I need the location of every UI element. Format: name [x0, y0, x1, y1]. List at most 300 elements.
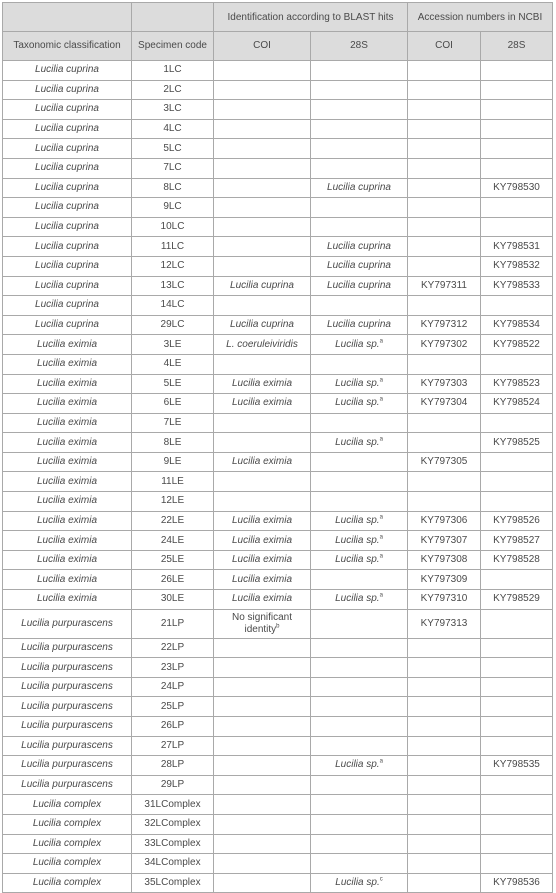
identification-coi-cell [214, 158, 311, 178]
specimen-code-cell-text: 29LC [160, 319, 185, 331]
taxonomic-classification-cell-text: Lucilia purpurascens [21, 661, 113, 673]
taxonomic-classification-cell [3, 61, 132, 81]
accession-coi-cell [408, 315, 481, 335]
taxonomic-classification-cell [3, 531, 132, 551]
accession-coi-cell [408, 178, 481, 198]
accession-coi-cell [408, 873, 481, 893]
taxonomic-classification-cell [3, 158, 132, 178]
specimen-code-cell [132, 100, 214, 120]
table-row [3, 158, 553, 178]
identification-28s-cell-text: Lucilia sp. [335, 759, 380, 771]
identification-coi-cell [214, 276, 311, 296]
taxonomic-classification-cell [3, 775, 132, 795]
specimen-code-cell [132, 198, 214, 218]
identification-28s-cell [311, 658, 408, 678]
identification-28s-cell-text: Lucilia sp. [335, 877, 380, 889]
identification-28s-cell [311, 511, 408, 531]
specimen-code-cell [132, 237, 214, 257]
specimen-code-cell [132, 834, 214, 854]
identification-coi-cell [214, 873, 311, 893]
taxonomic-classification-cell-text: Lucilia cuprina [35, 299, 99, 311]
accession-28s-cell [481, 814, 553, 834]
accession-coi-cell [408, 276, 481, 296]
specimen-code-cell [132, 531, 214, 551]
identification-28s-cell [311, 873, 408, 893]
footnote-marker: c [379, 876, 383, 883]
accession-coi-cell-text: KY797307 [420, 534, 468, 546]
accession-coi-cell [408, 100, 481, 120]
accession-28s-cell [481, 119, 553, 139]
specimen-code-cell [132, 139, 214, 159]
taxonomic-classification-cell-text: Lucilia eximia [36, 514, 98, 526]
taxonomic-classification-cell [3, 119, 132, 139]
taxonomic-classification-cell [3, 834, 132, 854]
table-row [3, 795, 553, 815]
accession-coi-cell [408, 717, 481, 737]
taxonomic-classification-cell-text: Lucilia eximia [36, 397, 98, 409]
accession-28s-cell [481, 658, 553, 678]
accession-coi-cell [408, 658, 481, 678]
identification-28s-cell [311, 697, 408, 717]
taxonomic-classification-cell-text: Lucilia eximia [36, 554, 98, 566]
identification-coi-cell-text: Lucilia eximia [231, 456, 293, 468]
specimen-code-cell-text: 11LC [160, 240, 185, 252]
identification-28s-cell [311, 315, 408, 335]
accession-28s-cell [481, 276, 553, 296]
taxonomic-classification-cell [3, 717, 132, 737]
specimen-code-cell [132, 158, 214, 178]
identification-coi-cell [214, 638, 311, 658]
accession-28s-cell [481, 638, 553, 658]
taxonomic-classification-cell [3, 590, 132, 610]
identification-28s-cell-text: Lucilia cuprina [327, 279, 391, 291]
accession-28s-cell [481, 217, 553, 237]
specimen-code-cell-text: 7LC [163, 162, 182, 174]
identification-28s-cell [311, 775, 408, 795]
accession-28s-cell [481, 139, 553, 159]
taxonomic-classification-cell [3, 736, 132, 756]
table-row [3, 276, 553, 296]
specimen-code-cell [132, 511, 214, 531]
identification-coi-cell [214, 413, 311, 433]
accession-coi-cell [408, 736, 481, 756]
accession-28s-cell [481, 609, 553, 638]
taxonomic-classification-cell [3, 198, 132, 218]
accession-coi-cell [408, 531, 481, 551]
accession-28s-cell [481, 315, 553, 335]
accession-coi-cell [408, 374, 481, 394]
identification-28s-cell [311, 276, 408, 296]
identification-coi-cell [214, 814, 311, 834]
taxonomic-classification-cell [3, 335, 132, 355]
footnote-marker: a [379, 338, 383, 345]
identification-28s-cell-text: Lucilia cuprina [327, 181, 391, 193]
taxonomic-classification-cell-text: Lucilia eximia [36, 534, 98, 546]
table-row [3, 531, 553, 551]
table-row [3, 335, 553, 355]
table-row [3, 756, 553, 776]
footnote-marker: a [379, 436, 383, 443]
taxonomic-classification-cell-text: Lucilia eximia [36, 573, 98, 585]
identification-28s-cell [311, 374, 408, 394]
specimen-code-cell [132, 256, 214, 276]
specimen-code-cell [132, 61, 214, 81]
header-accession-coi: COI [408, 32, 481, 61]
taxonomic-classification-cell [3, 237, 132, 257]
identification-coi-cell [214, 217, 311, 237]
specimen-code-cell-text: 34LComplex [144, 857, 201, 869]
identification-coi-cell [214, 256, 311, 276]
specimen-code-cell [132, 492, 214, 512]
footnote-marker: a [379, 593, 383, 599]
identification-coi-cell [214, 697, 311, 717]
identification-coi-cell [214, 511, 311, 531]
identification-coi-cell [214, 550, 311, 570]
taxonomic-classification-cell-text: Lucilia cuprina [35, 64, 99, 76]
accession-28s-cell [481, 61, 553, 81]
taxonomic-classification-cell [3, 178, 132, 198]
header-accession-group: Accession numbers in NCBI [408, 3, 553, 32]
accession-28s-cell [481, 590, 553, 610]
identification-coi-cell [214, 100, 311, 120]
identification-coi-cell [214, 452, 311, 472]
specimen-code-cell-text: 14LC [160, 299, 185, 311]
table-row [3, 873, 553, 893]
specimen-code-cell-text: 3LC [163, 103, 182, 115]
table-row [3, 61, 553, 81]
accession-coi-cell [408, 119, 481, 139]
accession-28s-cell [481, 511, 553, 531]
accession-28s-cell [481, 854, 553, 874]
accession-coi-cell [408, 795, 481, 815]
identification-coi-cell [214, 717, 311, 737]
accession-28s-cell-text: KY798532 [493, 260, 540, 272]
accession-28s-cell-text: KY798529 [493, 593, 540, 605]
accession-28s-cell [481, 80, 553, 100]
accession-28s-cell-text: KY798527 [493, 534, 540, 546]
taxonomic-classification-cell [3, 550, 132, 570]
identification-28s-cell [311, 178, 408, 198]
identification-coi-cell [214, 394, 311, 414]
taxonomic-classification-cell [3, 315, 132, 335]
specimen-code-cell [132, 795, 214, 815]
identification-coi-cell-text: Lucilia eximia [231, 534, 293, 546]
accession-28s-cell [481, 256, 553, 276]
accession-coi-cell [408, 638, 481, 658]
identification-28s-cell [311, 198, 408, 218]
taxonomic-classification-cell-text: Lucilia purpurascens [21, 739, 113, 751]
identification-coi-cell [214, 433, 311, 453]
taxonomic-classification-cell [3, 873, 132, 893]
header-specimen-code: Specimen code [132, 32, 214, 61]
taxonomic-classification-cell-text: Lucilia eximia [36, 475, 98, 487]
accession-28s-cell [481, 492, 553, 512]
table-row [3, 590, 553, 610]
identification-28s-cell-text: Lucilia cuprina [327, 260, 391, 272]
accession-28s-cell [481, 433, 553, 453]
identification-coi-cell-text: Lucilia eximia [231, 554, 293, 566]
table-row [3, 198, 553, 218]
identification-28s-cell [311, 590, 408, 610]
accession-28s-cell-text: KY798525 [493, 436, 540, 448]
specimen-code-cell-text: 5LE [163, 377, 182, 389]
accession-coi-cell [408, 814, 481, 834]
accession-coi-cell [408, 80, 481, 100]
accession-coi-cell [408, 570, 481, 590]
accession-coi-cell-text: KY797310 [420, 593, 468, 605]
taxonomic-classification-cell-text: Lucilia cuprina [35, 240, 99, 252]
identification-coi-cell [214, 854, 311, 874]
identification-28s-cell-text: Lucilia sp. [335, 534, 380, 546]
header-row-columns [3, 32, 553, 61]
specimen-code-cell [132, 452, 214, 472]
specimen-code-cell-text: 32LComplex [144, 818, 201, 830]
identification-28s-cell [311, 100, 408, 120]
specimen-code-cell [132, 276, 214, 296]
identification-coi-cell [214, 198, 311, 218]
taxonomic-classification-cell [3, 374, 132, 394]
specimen-code-cell [132, 590, 214, 610]
identification-28s-cell [311, 354, 408, 374]
accession-28s-cell-text: KY798530 [493, 181, 540, 193]
accession-28s-cell [481, 237, 553, 257]
taxonomic-classification-cell [3, 354, 132, 374]
table-row [3, 139, 553, 159]
accession-coi-cell [408, 472, 481, 492]
identification-coi-cell [214, 354, 311, 374]
accession-28s-cell [481, 335, 553, 355]
specimen-code-cell [132, 697, 214, 717]
specimen-code-cell [132, 217, 214, 237]
identification-28s-cell [311, 814, 408, 834]
specimen-code-cell [132, 550, 214, 570]
table-row [3, 775, 553, 795]
identification-28s-cell-text: Lucilia sp. [335, 593, 380, 605]
taxonomic-classification-cell [3, 433, 132, 453]
accession-28s-cell [481, 550, 553, 570]
specimen-code-cell-text: 7LE [163, 416, 182, 428]
taxonomic-classification-cell [3, 638, 132, 658]
header-accession-28s: 28S [481, 32, 553, 61]
accession-coi-cell [408, 158, 481, 178]
specimen-code-cell-text: 22LP [160, 641, 185, 653]
identification-coi-cell [214, 61, 311, 81]
specimen-code-cell-text: 31LComplex [144, 798, 201, 810]
accession-28s-cell [481, 296, 553, 316]
specimen-code-cell [132, 80, 214, 100]
specimen-code-cell-text: 1LC [163, 64, 182, 76]
identification-28s-cell [311, 550, 408, 570]
identification-coi-cell [214, 609, 311, 638]
identification-coi-cell-text: L. coeruleiviridis [226, 338, 298, 350]
table-row [3, 814, 553, 834]
accession-28s-cell-text: KY798524 [493, 397, 540, 409]
table-row [3, 217, 553, 237]
accession-28s-cell [481, 354, 553, 374]
specimen-code-cell-text: 26LP [160, 720, 185, 732]
taxonomic-classification-cell [3, 217, 132, 237]
taxonomic-classification-cell [3, 139, 132, 159]
specimen-code-cell [132, 717, 214, 737]
identification-28s-cell-text: Lucilia sp. [335, 397, 380, 409]
taxonomic-classification-cell-text: Lucilia complex [32, 798, 102, 810]
table-row [3, 394, 553, 414]
taxonomic-classification-cell [3, 472, 132, 492]
identification-28s-cell [311, 433, 408, 453]
identification-coi-cell [214, 237, 311, 257]
table-row [3, 834, 553, 854]
specimen-code-cell-text: 24LE [160, 534, 185, 546]
identification-coi-cell [214, 119, 311, 139]
taxonomic-classification-cell-text: Lucilia eximia [36, 416, 98, 428]
accession-28s-cell [481, 452, 553, 472]
accession-coi-cell-text: KY797313 [420, 617, 468, 629]
taxonomic-classification-cell [3, 492, 132, 512]
specimen-code-cell-text: 6LE [163, 397, 182, 409]
taxonomic-classification-cell [3, 609, 132, 638]
identification-coi-cell [214, 834, 311, 854]
taxonomic-classification-cell [3, 452, 132, 472]
specimen-code-cell-text: 23LP [160, 661, 185, 673]
taxonomic-classification-cell-text: Lucilia purpurascens [21, 617, 113, 629]
table-row [3, 609, 553, 638]
specimen-code-cell-text: 3LE [163, 338, 182, 350]
table-row [3, 256, 553, 276]
taxonomic-classification-cell [3, 511, 132, 531]
specimen-code-cell-text: 24LP [160, 681, 185, 693]
specimen-code-cell-text: 11LE [161, 475, 184, 487]
accession-coi-cell [408, 217, 481, 237]
accession-28s-cell-text: KY798536 [493, 877, 540, 889]
accession-28s-cell-text: KY798526 [493, 514, 540, 526]
header-taxonomic-classification: Taxonomic classification [3, 32, 132, 61]
accession-coi-cell-text: KY797311 [421, 279, 467, 291]
identification-28s-cell [311, 139, 408, 159]
identification-coi-cell-text: Lucilia eximia [231, 573, 293, 585]
table-row [3, 736, 553, 756]
identification-28s-cell-text: Lucilia sp. [335, 514, 380, 526]
specimen-code-cell-text: 35LComplex [144, 877, 201, 889]
table-row [3, 717, 553, 737]
taxonomic-classification-cell-text: Lucilia eximia [36, 495, 98, 507]
identification-coi-cell [214, 472, 311, 492]
identification-28s-cell [311, 756, 408, 776]
specimen-code-cell-text: 33LComplex [144, 837, 201, 849]
accession-coi-cell [408, 834, 481, 854]
specimen-code-cell-text: 8LE [163, 436, 182, 448]
identification-coi-cell-text: Lucilia eximia [231, 514, 293, 526]
header-blank-taxon [3, 3, 132, 32]
accession-28s-cell-text: KY798528 [493, 554, 540, 566]
identification-28s-cell [311, 452, 408, 472]
accession-coi-cell [408, 433, 481, 453]
table-row [3, 80, 553, 100]
taxonomic-classification-cell-text: Lucilia cuprina [35, 201, 99, 213]
table-row [3, 638, 553, 658]
specimen-code-cell-text: 10LC [160, 221, 185, 233]
specimen-code-cell [132, 413, 214, 433]
header-row-groups [3, 3, 553, 32]
identification-28s-cell-text: Lucilia sp. [335, 377, 380, 389]
accession-coi-cell [408, 394, 481, 414]
accession-coi-cell [408, 354, 481, 374]
accession-28s-cell [481, 413, 553, 433]
specimen-code-cell-text: 12LE [160, 495, 185, 507]
taxonomic-classification-cell-text: Lucilia eximia [36, 436, 98, 448]
table-row [3, 433, 553, 453]
accession-coi-cell [408, 335, 481, 355]
accession-coi-cell [408, 198, 481, 218]
accession-coi-cell-text: KY797305 [420, 456, 468, 468]
taxonomic-classification-cell [3, 756, 132, 776]
footnote-marker: b [276, 623, 280, 630]
identification-28s-cell [311, 717, 408, 737]
specimen-code-cell [132, 354, 214, 374]
table-row [3, 472, 553, 492]
taxonomic-classification-cell [3, 658, 132, 678]
header-blank-code [132, 3, 214, 32]
taxonomic-classification-cell [3, 296, 132, 316]
identification-coi-cell [214, 590, 311, 610]
taxonomic-classification-cell-text: Lucilia cuprina [35, 319, 99, 331]
specimen-code-cell-text: 30LE [160, 593, 185, 605]
accession-coi-cell-text: KY797303 [420, 377, 468, 389]
specimen-code-cell [132, 119, 214, 139]
identification-coi-cell [214, 756, 311, 776]
taxonomic-classification-cell-text: Lucilia cuprina [35, 103, 99, 115]
taxonomic-classification-cell-text: Lucilia cuprina [35, 83, 99, 95]
identification-coi-cell [214, 531, 311, 551]
table-row [3, 550, 553, 570]
taxonomic-classification-cell-text: Lucilia purpurascens [21, 641, 113, 653]
table-row [3, 658, 553, 678]
specimen-code-cell-text: 22LE [160, 514, 185, 526]
taxonomic-classification-cell-text: Lucilia complex [32, 818, 102, 830]
specimen-code-cell-text: 26LE [160, 573, 185, 585]
specimen-code-cell [132, 472, 214, 492]
identification-28s-cell [311, 413, 408, 433]
identification-28s-cell [311, 795, 408, 815]
taxonomic-classification-cell-text: Lucilia complex [32, 877, 102, 889]
identification-28s-cell [311, 61, 408, 81]
accession-28s-cell [481, 717, 553, 737]
accession-28s-cell [481, 178, 553, 198]
header-identification-coi: COI [214, 32, 311, 61]
table-row [3, 413, 553, 433]
identification-28s-cell [311, 834, 408, 854]
identification-28s-cell [311, 335, 408, 355]
accession-coi-cell-text: KY797302 [420, 338, 468, 350]
accession-coi-cell-text: KY797309 [420, 573, 468, 585]
footnote-marker: a [379, 534, 383, 541]
footnote-marker: a [379, 377, 383, 384]
accession-coi-cell [408, 677, 481, 697]
taxonomic-classification-cell-text: Lucilia purpurascens [21, 681, 113, 693]
taxonomic-classification-cell-text: Lucilia cuprina [35, 142, 99, 154]
accession-coi-cell [408, 452, 481, 472]
taxonomic-classification-cell-text: Lucilia cuprina [35, 221, 99, 233]
identification-28s-cell [311, 237, 408, 257]
taxonomic-classification-cell-text: Lucilia purpurascens [21, 779, 113, 791]
identification-28s-cell-text: Lucilia sp. [335, 338, 380, 350]
table-row [3, 570, 553, 590]
identification-coi-cell [214, 775, 311, 795]
identification-coi-cell [214, 677, 311, 697]
taxonomic-classification-cell-text: Lucilia eximia [36, 456, 98, 468]
taxonomic-classification-cell [3, 697, 132, 717]
taxonomic-classification-cell [3, 100, 132, 120]
accession-coi-cell [408, 296, 481, 316]
